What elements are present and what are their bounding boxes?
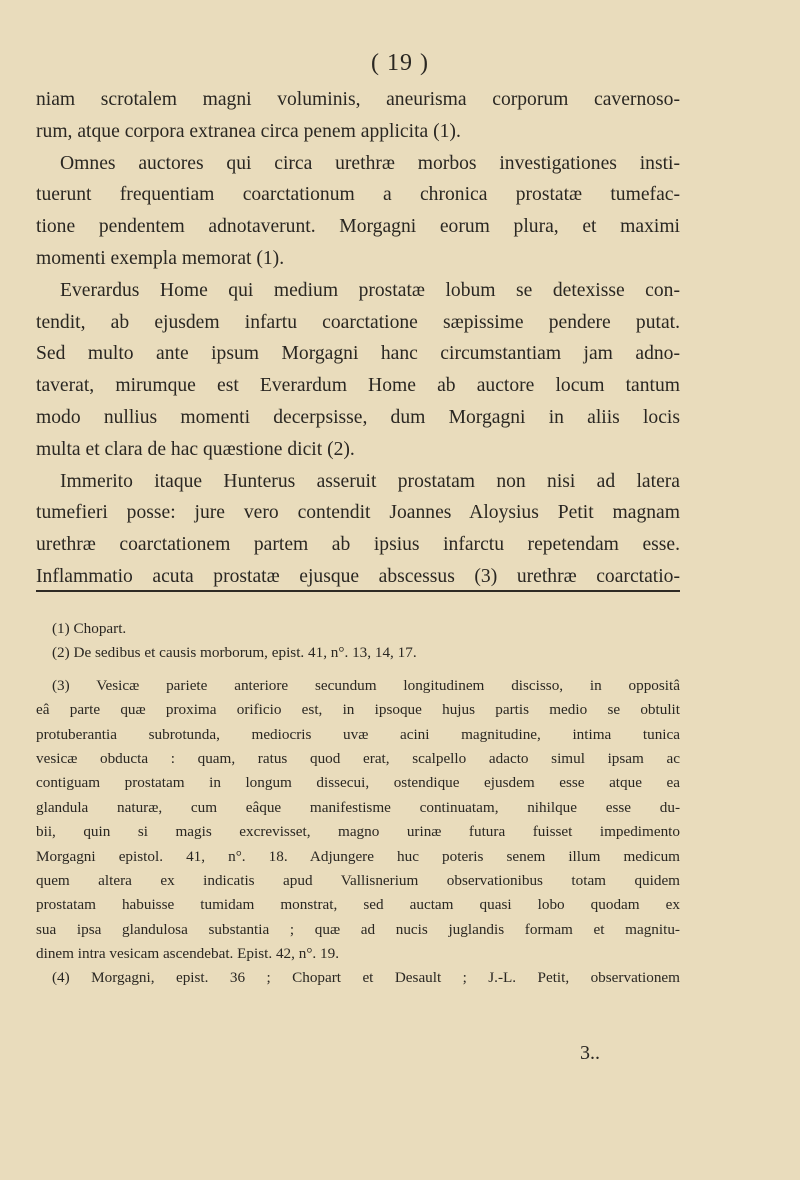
footnote-2: (2) De sedibus et causis morborum, epist. 41, n°. 13, 14, 17.: [52, 644, 417, 662]
text-line: Immerito itaque Hunterus asseruit prostatam non nisi ad latera: [60, 470, 680, 492]
footnote-divider: [36, 590, 680, 592]
footnote-3-line: Morgagni epistol. 41, n°. 18. Adjungere huc poteris senem illum medicum: [36, 847, 680, 865]
signature-mark: 3..: [580, 1042, 600, 1064]
footnote-3-line: (3) Vesicæ pariete anteriore secundum longitudinem discisso, in oppositâ: [52, 676, 680, 694]
footnote-gap: [36, 666, 680, 674]
footnote-3-line: eâ parte quæ proxima orificio est, in ipsoque hujus partis medio se obtulit: [36, 701, 680, 719]
text-line: tuerunt frequentiam coarctationum a chronica prostatæ tumefac-: [36, 184, 680, 206]
footnote-3-line: vesicæ obducta : quam, ratus quod erat, scalpello adacto simul ipsam ac: [36, 749, 680, 767]
text-line: tumefieri posse: jure vero contendit Joannes Aloysius Petit magnam: [36, 502, 680, 524]
text-line: taverat, mirumque est Everardum Home ab auctore locum tantum: [36, 375, 680, 397]
footnote-3-line: glandula naturæ, cum eâque manifestisme continuatam, nihilque esse du-: [36, 798, 680, 816]
footnote-4: (4) Morgagni, epist. 36 ; Chopart et Desault ; J.-L. Petit, observationem: [52, 969, 680, 987]
text-line: urethræ coarctationem partem ab ipsius infarctu repetendam esse.: [36, 534, 680, 556]
text-line: rum, atque corpora extranea circa penem applicita (1).: [36, 120, 461, 142]
text-line: tione pendentem adnotaverunt. Morgagni eorum plura, et maximi: [36, 216, 680, 238]
page-number: ( 19 ): [371, 50, 429, 76]
text-line: tendit, ab ejusdem infartu coarctatione sæpissime pendere putat.: [36, 311, 680, 333]
footnote-3-line: dinem intra vesicam ascendebat. Epist. 42, n°. 19.: [36, 945, 339, 963]
footnote-3-line: contiguam prostatam in longum dissecui, ostendique ejusdem esse atque ea: [36, 774, 680, 792]
text-line: Omnes auctores qui circa urethræ morbos investigationes insti-: [60, 152, 680, 174]
text-line: Inflammatio acuta prostatæ ejusque abscessus (3) urethræ coarctatio-: [36, 565, 680, 587]
footnotes: [36, 617, 680, 991]
text-line: momenti exempla memorat (1).: [36, 247, 285, 269]
text-line: Everardus Home qui medium prostatæ lobum se detexisse con-: [60, 279, 680, 301]
footnote-3-line: quem altera ex indicatis apud Vallisnerium observationibus totam quidem: [36, 871, 680, 889]
main-text: [36, 84, 680, 593]
text-line: Sed multo ante ipsum Morgagni hanc circumstantiam jam adno-: [36, 343, 680, 365]
footnote-3-line: sua ipsa glandulosa substantia ; quæ ad nucis juglandis formam et magnitu-: [36, 920, 680, 938]
text-line: modo nullius momenti decerpsisse, dum Morgagni in aliis locis: [36, 406, 680, 428]
text-line: multa et clara de hac quæstione dicit (2).: [36, 438, 355, 460]
footnote-1: (1) Chopart.: [52, 620, 127, 637]
footnote-3-line: bii, quin si magis excrevisset, magno urinæ futura fuisset impedimento: [36, 823, 680, 841]
text-line: niam scrotalem magni voluminis, aneurisma corporum cavernoso-: [36, 89, 680, 110]
footnote-3-line: prostatam habuisse tumidam monstrat, sed auctam quasi lobo quodam ex: [36, 896, 680, 914]
footnote-3-line: protuberantia subrotunda, mediocris uvæ acini magnitudine, intima tunica: [36, 725, 680, 743]
